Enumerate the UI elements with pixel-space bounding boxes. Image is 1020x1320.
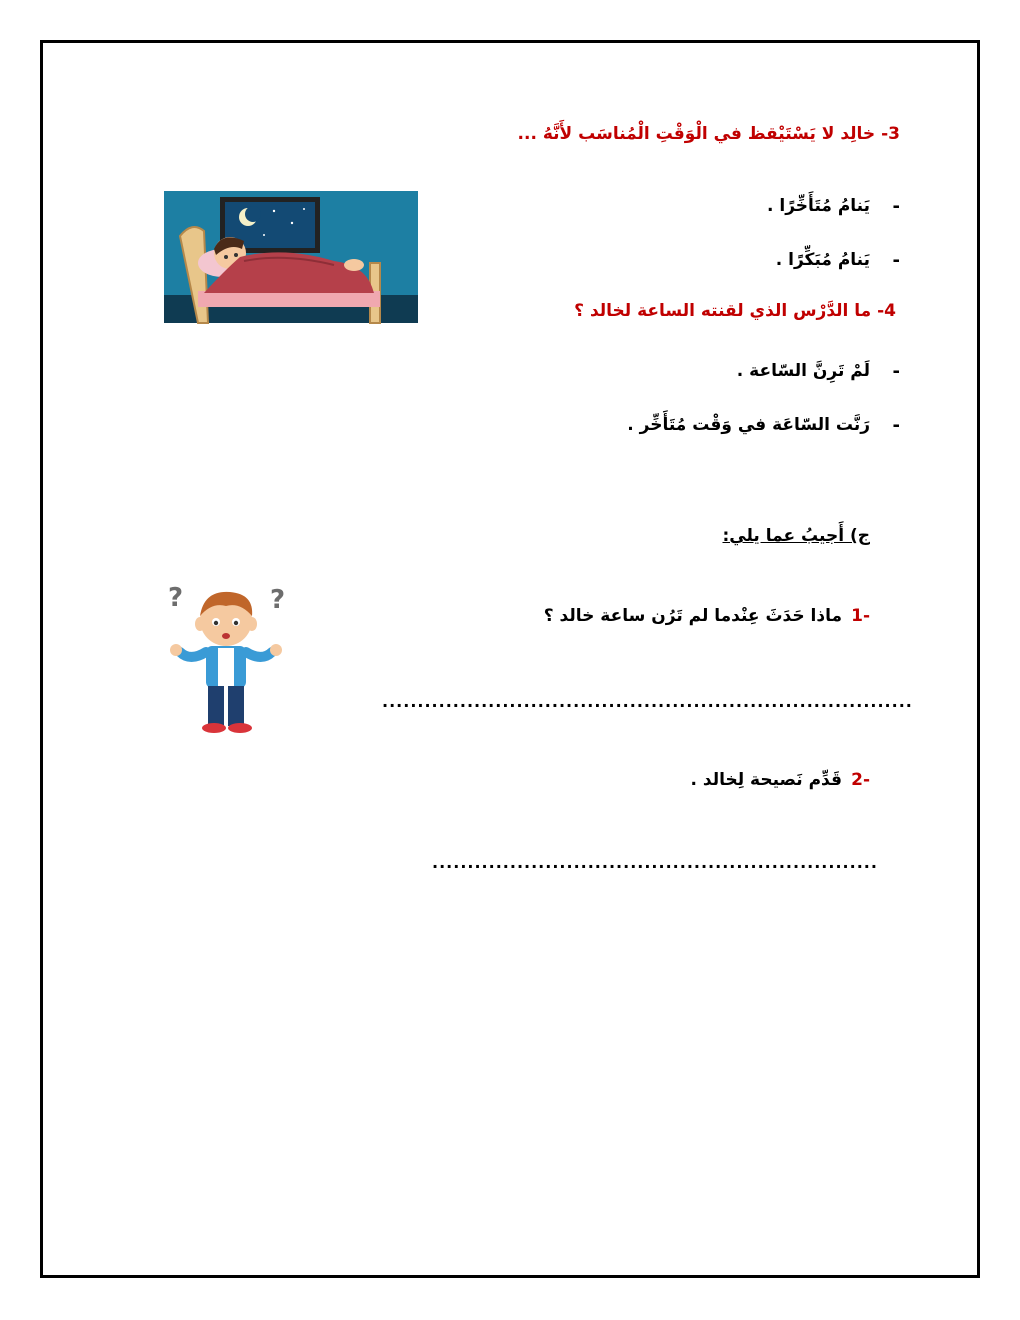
- answer-line-1[interactable]: ...........................................................................: [382, 692, 913, 711]
- sleeping-boy-illustration: [164, 191, 418, 323]
- bullet-dash: -: [892, 196, 900, 217]
- bullet-dash: -: [892, 250, 900, 271]
- q3-option-2: يَنامُ مُبَكِّرًا .: [775, 250, 870, 270]
- confused-boy-illustration: [160, 580, 292, 738]
- question-3: 3- خالِد لا يَسْتَيْقظ في الْوَقْتِ الْمُناسَب لأَنَّهُ ...: [517, 124, 900, 144]
- svg-text:?: ?: [270, 585, 286, 615]
- question-2-text: قَدِّم نَصيحة لِخالد .: [690, 770, 842, 790]
- question-4: 4- ما الدَّرْس الذي لقنته الساعة لخالد ؟: [574, 301, 896, 321]
- question-2-number: -2: [851, 770, 870, 790]
- answer-line-2[interactable]: ...............................................................: [432, 853, 878, 872]
- section-c-heading: ج) أَجيبُ عما يلي:: [722, 526, 870, 546]
- q4-option-2: رَنَّت السّاعَة في وَقْت مُتَأَخِّر .: [627, 415, 870, 435]
- svg-text:?: ?: [168, 583, 184, 613]
- bullet-dash: -: [892, 415, 900, 436]
- question-1-number: -1: [851, 606, 870, 626]
- q3-option-1: يَنامُ مُتَأَخِّرًا .: [767, 196, 870, 216]
- q4-option-1: لَمْ تَرِنَّ السّاعة .: [736, 361, 870, 381]
- bullet-dash: -: [892, 361, 900, 382]
- question-1-text: ماذا حَدَثَ عِنْدما لم تَرُن ساعة خالد ؟: [543, 606, 842, 626]
